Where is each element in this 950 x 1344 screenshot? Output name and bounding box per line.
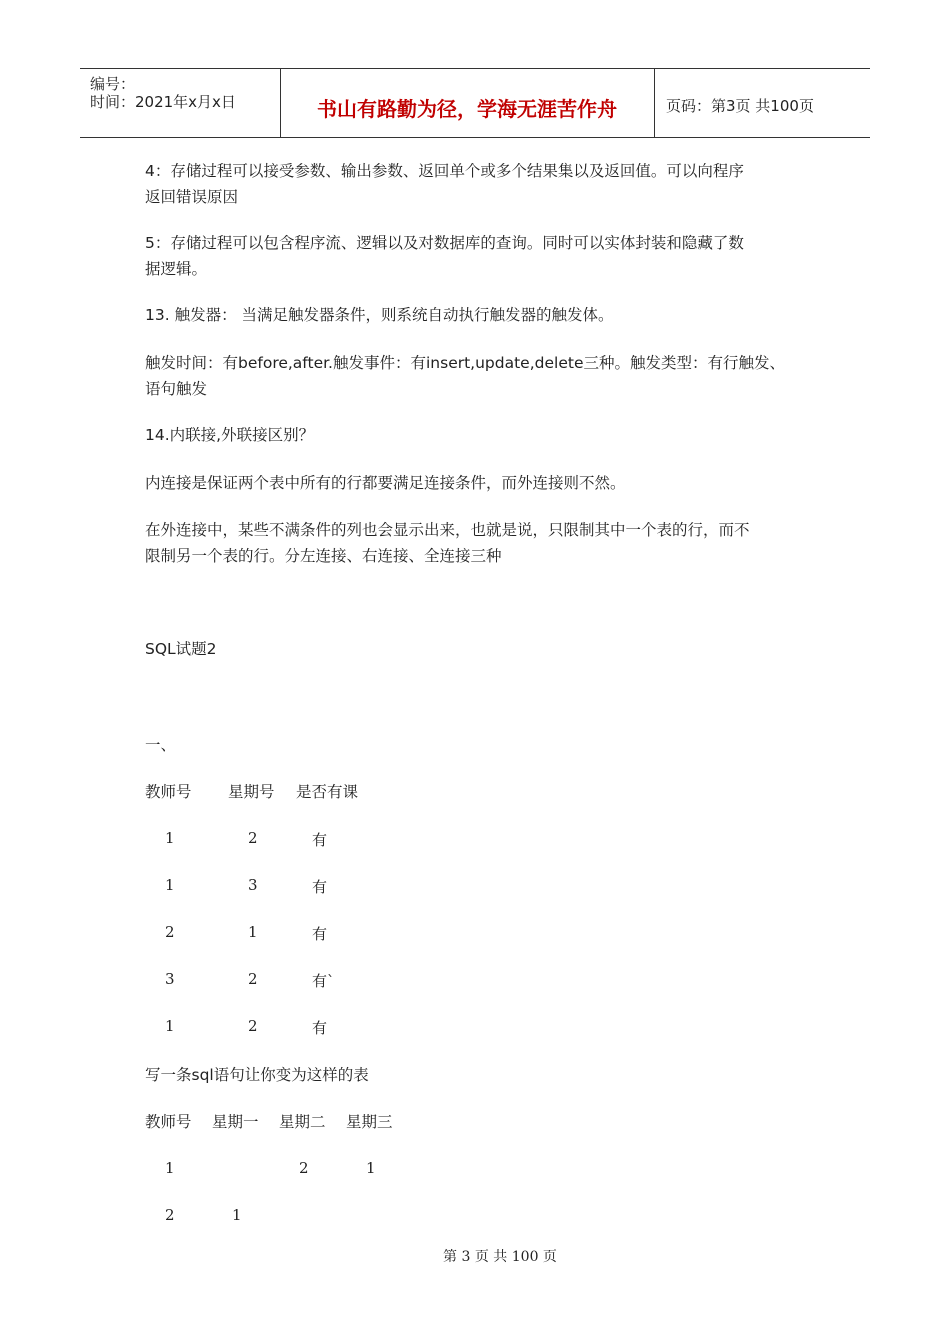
header-serial-label: 编号： [90,75,136,93]
table2-cell: 2 [165,1206,175,1224]
table1-cell: 有` [312,972,335,990]
table2-cell: 1 [165,1159,175,1177]
page-footer: 第 3 页 共 100 页 [443,1249,557,1265]
table1-cell: 1 [165,829,175,847]
table1-cell: 3 [165,970,175,988]
inner-join-text: 内连接是保证两个表中所有的行都要满足连接条件，而外连接则不然。 [145,474,626,492]
header-page-info: 页码：第3页 共100页 [666,97,814,115]
table2-header-monday: 星期一 [212,1113,259,1131]
table1-cell: 2 [248,1017,258,1035]
table1-cell: 3 [248,876,258,894]
table1-cell: 1 [165,876,175,894]
table1-cell: 1 [248,923,258,941]
table2-cell: 1 [366,1159,376,1177]
table1-header-weekday: 星期号 [228,783,275,801]
paragraph-5 [145,230,815,282]
table1-header-teacher: 教师号 [145,783,192,801]
table1-cell: 有 [312,878,328,896]
table2-header-wednesday: 星期三 [346,1113,393,1131]
sql-test-title: SQL试题2 [145,640,217,658]
paragraph-line: 返回错误原因 [145,188,239,206]
paragraph-line: 4：存储过程可以接受参数、输出参数、返回单个或多个结果集以及返回值。可以向程序 [145,162,744,180]
header-divider [654,69,655,137]
instruction-text: 写一条sql语句让你变为这样的表 [145,1066,369,1084]
table1-header-has-class: 是否有课 [296,783,359,801]
table2-cell: 2 [299,1159,309,1177]
paragraph-line: 语句触发 [145,380,208,398]
paragraph-line: 限制另一个表的行。分左连接、右连接、全连接三种 [145,547,502,565]
outer-join-text [145,517,815,569]
table2-header-tuesday: 星期二 [279,1113,326,1131]
table2-header-teacher: 教师号 [145,1113,192,1131]
table2-cell: 1 [232,1206,242,1224]
table1-cell: 2 [248,829,258,847]
paragraph-line: 据逻辑。 [145,260,208,278]
question-13: 13. 触发器： 当满足触发器条件，则系统自动执行触发器的触发体。 [145,306,614,324]
header-motto: 书山有路勤为径，学海无涯苦作舟 [317,97,617,121]
trigger-description [145,350,815,402]
paragraph-4 [145,158,815,210]
table1-cell: 有 [312,831,328,849]
paragraph-line: 在外连接中，某些不满条件的列也会显示出来，也就是说，只限制其中一个表的行，而不 [145,521,750,539]
question-14: 14.内联接,外联接区别？ [145,426,315,444]
document-header [80,68,870,138]
table1-cell: 2 [248,970,258,988]
header-date: 时间：2021年x月x日 [90,93,236,111]
table1-cell: 有 [312,925,328,943]
table1-cell: 1 [165,1017,175,1035]
paragraph-line: 5：存储过程可以包含程序流、逻辑以及对数据库的查询。同时可以实体封装和隐藏了数 [145,234,744,252]
section-one: 一、 [145,736,177,754]
table1-cell: 有 [312,1019,328,1037]
paragraph-line: 触发时间：有before,after.触发事件：有insert,update,delete三种。触发类型：有行触发、 [145,354,785,372]
table1-cell: 2 [165,923,175,941]
